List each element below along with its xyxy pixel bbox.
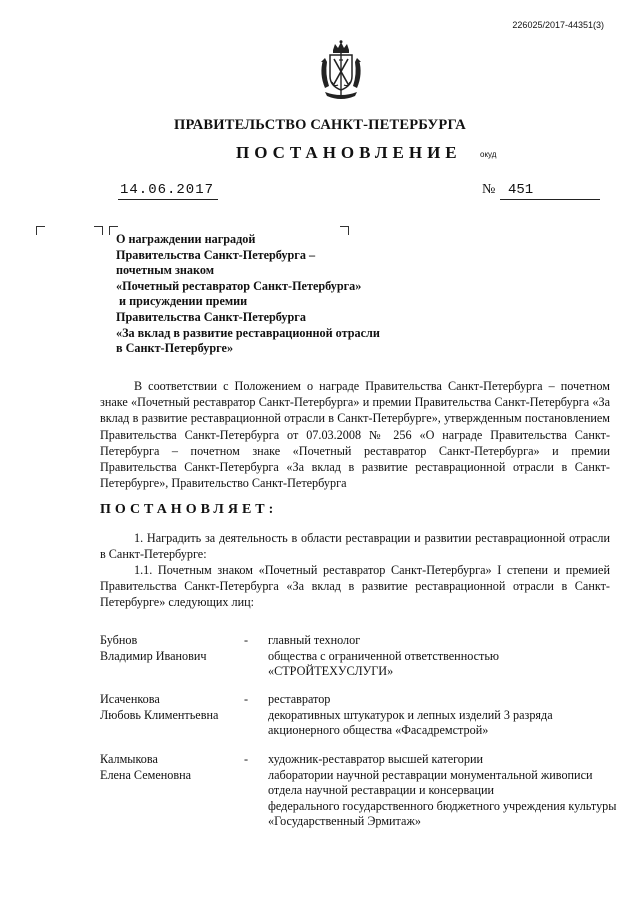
date-underline: [118, 199, 218, 200]
okud-label: окуд: [480, 150, 497, 159]
awardee-dash: -: [244, 752, 249, 766]
role-line: лаборатории научной реставрации монументальной живописи: [268, 767, 593, 782]
role-line: декоративных штукатурок и лепных изделий 3 разряда: [268, 707, 553, 722]
awardee-role: [268, 692, 620, 739]
subject-line: Правительства Санкт-Петербурга: [116, 309, 306, 324]
number-underline: [500, 199, 600, 200]
document-subject: [116, 232, 380, 357]
awardee-surname: Бубнов: [100, 633, 138, 647]
coat-of-arms-emblem: [315, 40, 367, 102]
awardee-role: [268, 633, 620, 680]
document-type-title: ПОСТАНОВЛЕНИЕ: [236, 143, 462, 162]
awardee-given-names: Елена Семеновна: [100, 767, 192, 782]
item-1-paragraph: 1. Наградить за деятельность в области реставрации и развитии реставрационной отрасли в Санкт-Петербурге:: [100, 531, 610, 562]
role-line: главный технолог: [268, 633, 361, 647]
role-line: федерального государственного бюджетного учреждения культуры: [268, 798, 617, 813]
corner-mark-left: [36, 226, 45, 235]
awardee-given-names: Любовь Климентьевна: [100, 707, 219, 722]
awardee-name: [100, 692, 240, 723]
document-number: 451: [508, 182, 534, 198]
awardee-name: [100, 752, 240, 783]
document-date: 14.06.2017: [120, 182, 215, 198]
awardee-given-names: Владимир Иванович: [100, 648, 207, 663]
subject-line: в Санкт-Петербурге»: [116, 341, 234, 356]
role-line: «СТРОЙТЕХУСЛУГИ»: [268, 664, 394, 678]
subject-line: Правительства Санкт-Петербурга –: [116, 247, 316, 262]
role-line: отдела научной реставрации и консервации: [268, 783, 495, 797]
number-sign: №: [482, 182, 496, 197]
subject-line: О награждении наградой: [116, 232, 256, 246]
role-line: акционерного общества «Фасадремстрой»: [268, 723, 489, 737]
role-line: общества с ограниченной ответственностью: [268, 648, 500, 663]
subject-line: и присуждении премии: [116, 294, 248, 309]
subject-line: «За вклад в развитие реставрационной отрасли: [116, 325, 380, 340]
role-line: художник-реставратор высшей категории: [268, 752, 484, 766]
item-1-1-paragraph: 1.1. Почетным знаком «Почетный реставратор Санкт-Петербурга» I степени и премией Правительства Санкт-Петербурга «За вклад в развитие реставрационной отрасли в Санкт-Петербурге» следующих лиц:: [100, 563, 610, 610]
role-line: реставратор: [268, 692, 331, 706]
document-id: 226025/2017-44351(3): [512, 20, 604, 30]
awardee-role: [268, 752, 620, 830]
awardee-dash: -: [244, 633, 249, 647]
government-title: ПРАВИТЕЛЬСТВО САНКТ-ПЕТЕРБУРГА: [174, 117, 466, 133]
awardee-surname: Калмыкова: [100, 752, 158, 766]
preamble-paragraph: В соответствии с Положением о награде Правительства Санкт-Петербурга – почетном знаке «Почетный реставратор Санкт-Петербурга» и премии Правительства Санкт-Петербурга «За вклад в развитие реставрационной отрасли в Санкт-Петербурге», утвержденным постановлением Правительства Санкт-Петербурга от 07.03.2008 № 256 «О награде Правительства Санкт-Петербурга – почетном знаке «Почетный реставратор Санкт-Петербурга» и премии Правительства Санкт-Петербурга «За вклад в развитие реставрационной отрасли в Санкт-Петербурге», Правительство Санкт-Петербурга: [100, 379, 610, 491]
role-line: «Государственный Эрмитаж»: [268, 814, 421, 828]
awardee-name: [100, 633, 240, 664]
corner-mark-inner-left-a: [94, 226, 103, 235]
resolves-heading: ПОСТАНОВЛЯЕТ:: [100, 502, 278, 517]
awardee-dash: -: [244, 692, 249, 706]
awardee-surname: Исаченкова: [100, 692, 160, 706]
subject-line: почетным знаком: [116, 263, 214, 278]
subject-line: «Почетный реставратор Санкт-Петербурга»: [116, 278, 362, 293]
